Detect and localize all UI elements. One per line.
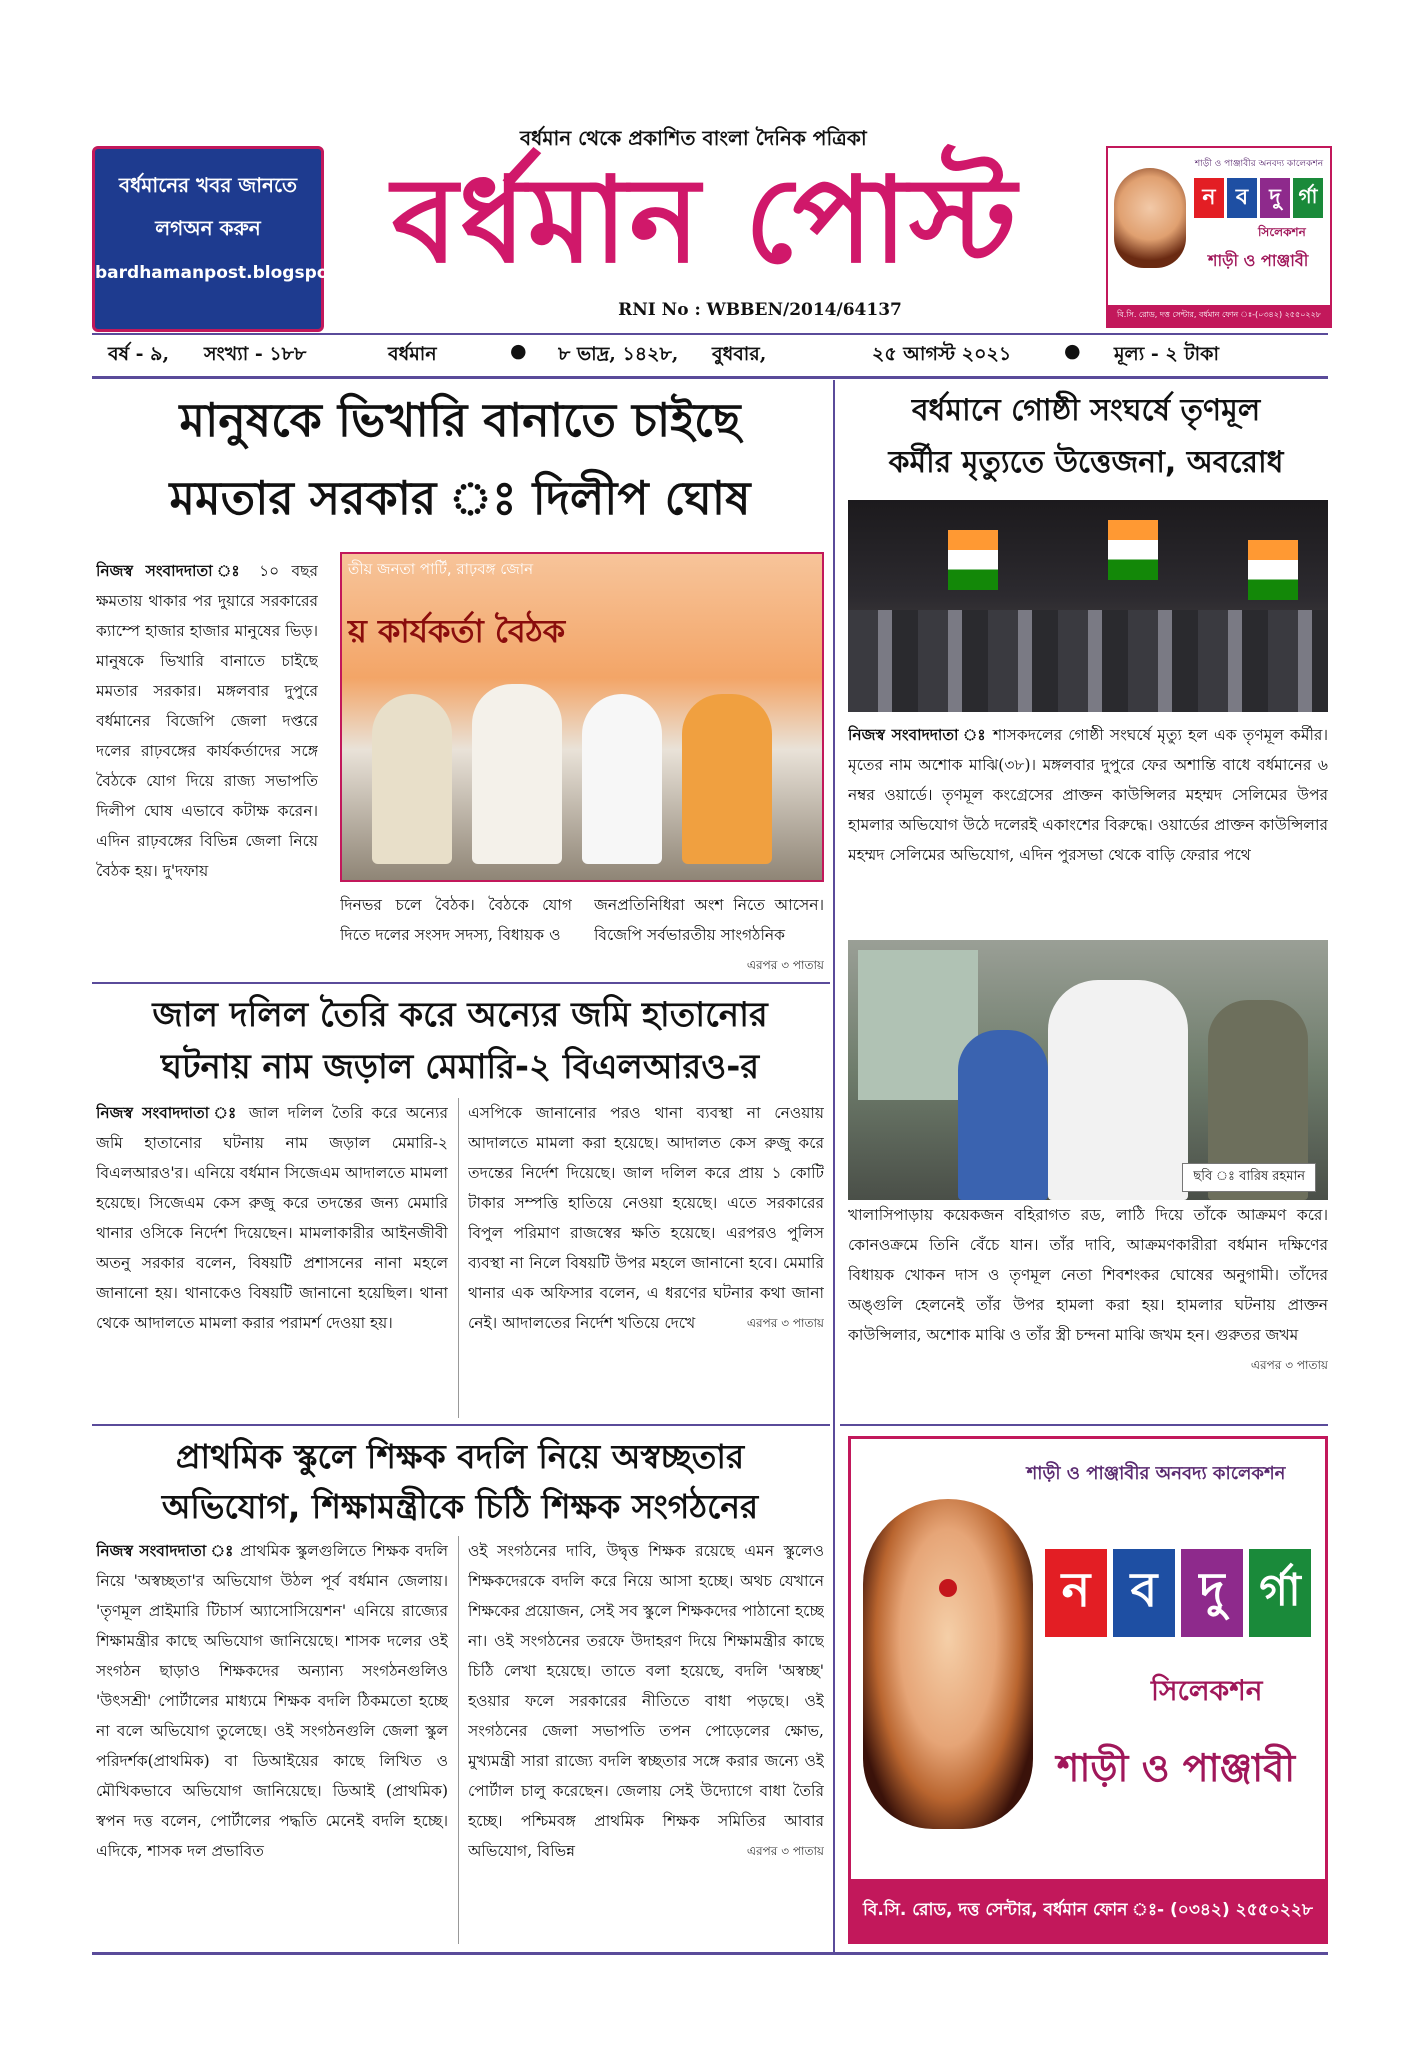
ad-small-letter-1: ন	[1194, 178, 1224, 218]
masthead-tagline: বর্ধমান থেকে প্রকাশিত বাংলা দৈনিক পত্রিকা	[520, 126, 867, 150]
story2-photo-scuffle	[848, 940, 1328, 1200]
page-column-divider	[833, 380, 835, 1954]
ad-small-address: বি.সি. রোড, দত্ত সেন্টার, বর্ধমান ফোন ঃ-(০৩৪২) ২৫৫০২২৮	[1108, 305, 1330, 326]
story3-byline: নিজস্ব সংবাদদাতা ঃ	[96, 1103, 241, 1122]
ad-small-top-text: শাড়ী ও পাঞ্জাবীর অনবদ্য কালেকশন	[1194, 159, 1324, 169]
ad-large-product: শাড়ী ও পাঞ্জাবী	[1056, 1746, 1296, 1790]
story3-headline-line1: জাল দলিল তৈরি করে অন্যের জমি হাতানোর	[152, 995, 768, 1035]
dateline-place: বর্ধমান	[388, 343, 437, 365]
story1-byline: নিজস্ব সংবাদদাতা ঃ	[96, 561, 247, 580]
story2-body-top	[848, 720, 1328, 910]
dateline-issue: সংখ্যা - ১৮৮	[204, 343, 307, 365]
dateline-bullet-2: ●	[1064, 340, 1081, 362]
ad-small-letter-3: দু	[1260, 178, 1290, 218]
ad-large-sub: সিলেকশন	[1151, 1674, 1263, 1707]
story1-headline-line2: মমতার সরকার ঃ দিলীপ ঘোষ	[169, 471, 751, 525]
story4-continued: এরপর ৩ পাতায়	[746, 1844, 824, 1858]
story4-headline-line2: অভিযোগ, শিক্ষামন্ত্রীকে চিঠি শিক্ষক সংগঠনের	[161, 1487, 759, 1526]
dateline-date: ২৫ আগস্ট ২০২১	[872, 343, 1012, 365]
dateline-price: মূল্য - ২ টাকা	[1114, 343, 1219, 365]
photo-banner-top: তীয় জনতা পার্টি, রাঢ়বঙ্গ জোন	[348, 560, 534, 578]
story4-column-2	[468, 1536, 824, 1946]
story1-photo	[340, 552, 824, 882]
story3-rule	[92, 1424, 830, 1426]
page-bottom-rule	[92, 1952, 1328, 1955]
story3-column-1	[96, 1098, 448, 1420]
dateline-rule-bottom	[92, 376, 1328, 379]
story2-byline: নিজস্ব সংবাদদাতা ঃ	[848, 725, 987, 744]
story1-column-3	[594, 890, 824, 980]
story3-continued: এরপর ৩ পাতায়	[746, 1316, 824, 1330]
story3-text-2: এসপিকে জানানোর পরও থানা ব্যবস্থা না নেওয়ায় আদালতে মামলা করা হয়েছে। আদালত কেস রুজু করে তদন্তের নির্দেশ দিয়েছে। জাল দলিল করে প্রায় ১ কোটি টাকার সম্পত্তি হাতিয়ে নেওয়া হয়েছে। এতে সরকারের বিপুল পরিমাণ রাজস্বের ক্ষতি হয়েছে। এরপরও পুলিস ব্যবস্থা না নিলে বিষয়টি উপর মহলে জানানো হবে। মেমারি থানার এক অফিসার বলেন, এ ধরণের ঘটনার কথা জানা নেই। আদালতের নির্দেশ খতিয়ে দেখে	[468, 1104, 824, 1332]
story3-text-1: জাল দলিল তৈরি করে অন্যের জমি হাতানোর ঘটনায় নাম জড়াল মেমারি-২ বিএলআরও'র। এনিয়ে বর্ধমান সিজেএম আদালতে মামলা হয়েছে। সিজেএম কেস রুজু করে তদন্তের জন্য মেমারি থানার ওসিকে নির্দেশ দিয়েছেন। মামলাকারীর আইনজীবী অতনু সরকার বলেন, বিষয়টি প্রশাসনের নানা মহলে জানানো হয়। থানাকেও বিষয়টি জানানো হয়েছিল। থানা থেকে আদালতে মামলা করার পরামর্শ দেওয়া হয়।	[96, 1104, 448, 1332]
scuffle-person-left	[958, 1030, 1048, 1200]
promo-line1: বর্ধমানের খবর জানতে	[118, 173, 298, 197]
ad-large-letter-3: দু	[1181, 1549, 1243, 1637]
story1-headline-line1: মানুষকে ভিখারি বানাতে চাইছে	[179, 393, 741, 447]
masthead-title: বর্ধমান পোস্ট	[391, 151, 1019, 289]
story2-text-1: শাসকদলের গোষ্ঠী সংঘর্ষে মৃত্যু হল এক তৃণমূল কর্মীর। মৃতের নাম অশোক মাঝি(৩৮)। মঙ্গলবার দুপুরে ফের অশান্তি বাধে বর্ধমানের ৬ নম্বর ওয়ার্ডে। তৃণমূল কংগ্রেসের প্রাক্তন কাউন্সিলর মহম্মদ সেলিমের উপর হামলার অভিযোগ উঠে দলেরই একাংশের বিরুদ্ধে। ওয়ার্ডের প্রাক্তন কাউন্সিলার মহম্মদ সেলিমের অভিযোগ, এদিন পুরসভা থেকে বাড়ি ফেরার পথে	[848, 726, 1328, 864]
story1-text-1: ১০ বছর ক্ষমতায় থাকার পর দুয়ারে সরকারের ক্যাম্পে হাজার হাজার মানুষের ভিড়। মানুষকে ভিখারি বানাতে চাইছে মমতার সরকার। মঙ্গলবার দুপুরে বর্ধমানের বিজেপি জেলা দপ্তরে দলের রাঢ়বঙ্গের কার্যকর্তাদের সঙ্গে বৈঠকে যোগ দিয়ে রাজ্য সভাপতি দিলীপ ঘোষ এভাবে কটাক্ষ করেন। এদিন রাঢ়বঙ্গের বিভিন্ন জেলা নিয়ে বৈঠক হয়। দু'দফায়	[96, 562, 318, 880]
story2-continued: এরপর ৩ পাতায়	[1250, 1358, 1328, 1372]
ad-large-letter-2: ব	[1113, 1549, 1175, 1637]
photo-person-1	[372, 694, 452, 864]
story4-column-1	[96, 1536, 448, 1946]
goddess-bindi-icon	[939, 1579, 957, 1597]
ad-large-address: বি.সি. রোড, দত্ত সেন্টার, বর্ধমান ফোন ঃ- (০৩৪২) ২৫৫০২২৮	[851, 1879, 1325, 1941]
rni-number: RNI No : WBBEN/2014/64137	[618, 300, 902, 320]
promo-box[interactable]	[92, 146, 361, 332]
story2-body-bottom	[848, 1200, 1328, 1415]
dateline-bullet-1: ●	[510, 340, 527, 362]
story4-byline: নিজস্ব সংবাদদাতা ঃ	[96, 1541, 235, 1560]
navadurga-ad-large[interactable]	[848, 1436, 1328, 1944]
story1-text-3: জনপ্রতিনিধিরা অংশ নিতে আসেন। বিজেপি সর্বভারতীয় সাংগঠনিক	[594, 896, 824, 944]
story3-divider	[458, 1098, 459, 1418]
ad-small-face	[1114, 168, 1186, 268]
ad-large-top-text: শাড়ী ও পাঞ্জাবীর অনবদ্য কালেকশন	[1026, 1463, 1286, 1484]
story1-column-2	[340, 890, 572, 980]
dateline-volume: বর্ষ - ৯,	[108, 343, 170, 365]
photo-person-3	[582, 694, 662, 864]
ad-small-letter-2: ব	[1227, 178, 1257, 218]
story1-rule	[92, 982, 830, 984]
dateline-weekday: বুধবার,	[712, 343, 767, 365]
navadurga-ad-small[interactable]	[1106, 146, 1332, 328]
promo-line2: লগঅন করুন	[155, 216, 261, 240]
story4-headline-line1: প্রাথমিক স্কুলে শিক্ষক বদলি নিয়ে অস্বচ্ছতার	[175, 1437, 745, 1476]
dateline-bengali-date: ৮ ভাদ্র, ১৪২৮,	[558, 343, 679, 365]
story3-column-2	[468, 1098, 824, 1420]
story1-text-2: দিনভর চলে বৈঠক। বৈঠকে যোগ দিতে দলের সংসদ সদস্য, বিধায়ক ও	[340, 896, 572, 944]
protest-flag-3	[1248, 540, 1298, 600]
ad-large-letter-4: র্গা	[1249, 1549, 1311, 1637]
story4-text-1: প্রাথমিক স্কুলগুলিতে শিক্ষক বদলি নিয়ে 'অস্বচ্ছতা'র অভিযোগ উঠল পূর্ব বর্ধমান জেলায়। 'তৃণমূল প্রাইমারি টিচার্স অ্যাসোসিয়েশন' এনিয়ে রাজ্যের শিক্ষামন্ত্রীর কাছে অভিযোগ জানিয়েছে। শাসক দলের ওই সংগঠন ছাড়াও শিক্ষকদের অন্যান্য সংগঠনগুলিও 'উৎসশ্রী' পোর্টালের মাধ্যমে শিক্ষক বদলি ঠিকমতো হচ্ছে না বলে অভিযোগ তুলেছে। ওই সংগঠনগুলি জেলা স্কুল পরিদর্শক(প্রাথমিক) বা ডিআইয়ের কাছে লিখিত ও মৌখিকভাবে অভিযোগ জানিয়েছে। ডিআই (প্রাথমিক) স্বপন দত্ত বলেন, পোর্টালের পদ্ধতি মেনেই বদলি হচ্ছে। এদিকে, শাসক দল প্রভাবিত	[96, 1542, 448, 1860]
scuffle-person-center	[1048, 980, 1188, 1200]
ad-small-letter-4: র্গা	[1293, 178, 1323, 218]
story2-headline-line2: কর্মীর মৃত্যুতে উত্তেজনা, অবরোধ	[888, 445, 1284, 480]
photo-credit: ছবি ঃ বারিষ রহমান	[1182, 1163, 1316, 1192]
promo-url[interactable]: bardhamanpost.blogspot.in	[95, 263, 361, 283]
story3-headline-line2: ঘটনায় নাম জড়াল মেমারি-২ বিএলআরও-র	[160, 1047, 760, 1087]
dateline-rule-top	[92, 333, 1328, 335]
story2-rule	[840, 1424, 1328, 1426]
story2-text-2: খালাসিপাড়ায় কয়েকজন বহিরাগত রড, লাঠি দিয়ে তাঁকে আক্রমণ করে। কোনওক্রমে তিনি বেঁচে যান। তাঁর দাবি, আক্রমণকারীরা বর্ধমান দক্ষিণের বিধায়ক খোকন দাস ও তৃণমূল নেতা শিবশংকর ঘোষের অনুগামী। তাঁদের অঙ্গুলি হেলনেই তাঁর উপর হামলা করা হয়। হামলার ঘটনায় প্রাক্তন কাউন্সিলার, অশোক মাঝি ও তাঁর স্ত্রী চন্দনা মাঝি জখম হন। গুরুতর জখম	[848, 1206, 1328, 1344]
story1-continued: এরপর ৩ পাতায়	[746, 958, 824, 972]
dateline	[96, 340, 1328, 370]
ad-large-goddess-face	[863, 1499, 1033, 1829]
story4-text-2: ওই সংগঠনের দাবি, উদ্বৃত্ত শিক্ষক রয়েছে এমন স্কুলেও শিক্ষকদেরকে বদলি করে নিয়ে আসা হচ্ছে। অথচ যেখানে শিক্ষকের প্রয়োজন, সেই সব স্কুলে শিক্ষকদের পাঠানো হচ্ছে না। ওই সংগঠনের তরফে উদাহরণ দিয়ে শিক্ষামন্ত্রীর কাছে চিঠি লেখা হয়েছে। তাতে বলা হয়েছে, বদলি 'অস্বচ্ছ' হওয়ার ফলে সরকারের নীতিতে বাধা পড়ছে। ওই সংগঠনের জেলা সভাপতি তপন পোড়েলের ক্ষোভ, মুখ্যমন্ত্রী সারা রাজ্যে বদলি স্বচ্ছতার সঙ্গে করার জন্যে ওই পোর্টাল চালু করেছেন। জেলায় সেই উদ্যোগে বাধা তৈরি হচ্ছে। পশ্চিমবঙ্গ প্রাথমিক শিক্ষক সমিতির আবার অভিযোগ, বিভিন্ন	[468, 1542, 824, 1860]
story1-column-1	[96, 556, 318, 976]
photo-banner-main: য় কার্যকর্তা বৈঠক	[348, 612, 566, 650]
protest-flag-1	[948, 530, 998, 590]
photo-person-2	[472, 684, 562, 864]
ad-small-product: শাড়ী ও পাঞ্জাবী	[1208, 251, 1309, 270]
ad-small-sub: সিলেকশন	[1258, 225, 1306, 239]
story2-photo-protest	[848, 500, 1328, 712]
story2-headline-line1: বর্ধমানে গোষ্ঠী সংঘর্ষে তৃণমূল	[911, 393, 1261, 428]
protest-crowd	[848, 610, 1328, 712]
protest-flag-2	[1108, 520, 1158, 580]
story4-divider	[458, 1536, 459, 1944]
ad-large-letter-1: ন	[1045, 1549, 1107, 1637]
photo-person-4	[682, 694, 772, 864]
